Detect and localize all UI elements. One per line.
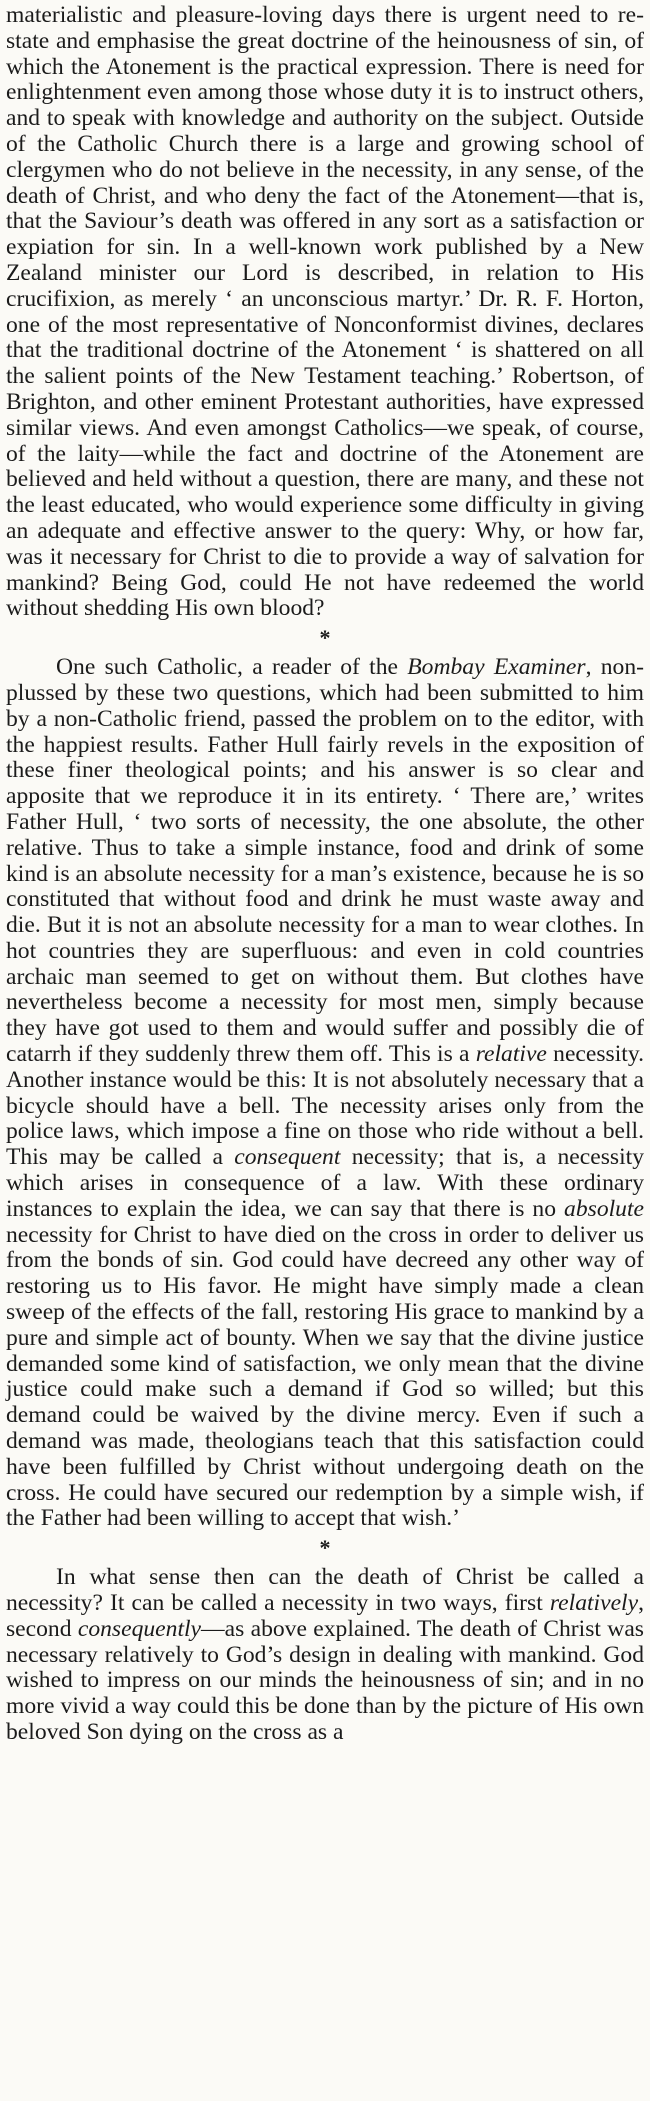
- text-run: One such Catholic, a reader of the: [56, 654, 408, 681]
- text-run: , non-plussed by these two questions, which had been submitted to him by a non-Catholic friend, passed the problem on to the editor, with the happiest results. Father Hull fairly revels in the exposition of these finer theological points; and his answer is so clear and apposite that we reproduce it in its entirety. ‘ There are,’ writes Father Hull, ‘ two sorts of necessity, the one absolute, the other relative. Thus to take a simple instance, food and drink of some kind is an absolute necessity for a man’s existence, because he is so constituted that without food and drink he must waste away and die. But it is not an absolute necessity for a man to wear clothes. In hot countries they are superfluous: and even in cold countries archaic man seemed to get on without them. But clothes have nevertheless become a necessity for most men, simply because they have got used to them and would suffer and possibly die of catarrh if they suddenly threw them off. This is a: [6, 654, 645, 1068]
- text-run: necessity; that is, a necessity which arises in consequence of a law. With these ordinary instances to explain the idea, we can say that there is no: [6, 1144, 644, 1222]
- italic-term-relative: relative: [475, 1041, 547, 1068]
- paragraph-atonement-intro: materialistic and pleasure-loving days there is urgent need to re-state and emphasise the great doctrine of the heinousness of sin, of which the Atonement is the practical expression. There is need for enlightenment even among those whose duty it is to instruct others, and to speak with knowledge and authority on the subject. Outside of the Catholic Church there is a large and growing school of clergymen who do not believe in the necessity, in any sense, of the death of Christ, and who deny the fact of the Atonement—that is, that the Saviour’s death was offered in any sort as a satisfaction or expiation for sin. In a well-known work published by a New Zealand minister our Lord is described, in relation to His crucifixion, as merely ‘ an unconscious martyr.’ Dr. R. F. Horton, one of the most representative of Nonconformist divines, declares that the traditional doctrine of the Atonement ‘ is shattered on all the salient points of the New Testament teaching.’ Robertson, of Brighton, and other eminent Protestant authorities, have expressed similar views. And even amongst Catholics—we speak, of course, of the laity—while the fact and doctrine of the Atonement are believed and held without a question, there are many, and these not the least educated, who would experience some difficulty in giving an adequate and effective answer to the query: Why, or how far, was it necessary for Christ to die to provide a way of salvation for mankind? Being God, could He not have redeemed the world without shedding His own blood?: [6, 2, 644, 622]
- italic-term-consequent: consequent: [234, 1144, 341, 1171]
- text-run: necessity. Another instance would be this: It is not absolutely necessary that a bicycle should have a bell. The necessity arises only from the police laws, which impose a fine on those who ride without a bell. This may be called a: [6, 1041, 644, 1171]
- text-run: —as above explained. The death of Christ was necessary relatively to God’s design in dealing with mankind. God wished to impress on our minds the heinousness of sin; and in no more vivid a way could this be done than by the picture of His own beloved Son dying on the cross as a: [6, 1615, 644, 1745]
- text-run: In what sense then can the death of Christ be called a necessity? It can be called a necessity in two ways, first: [6, 1564, 644, 1617]
- section-separator-2: *: [319, 1535, 331, 1561]
- italic-term-relatively: relatively: [549, 1590, 639, 1617]
- section-separator-1: *: [319, 625, 331, 651]
- paragraph-father-hull: [6, 655, 644, 1532]
- italic-term-consequently: consequently: [77, 1615, 202, 1642]
- text-run: necessity for Christ to have died on the cross in order to deliver us from the bonds of sin. God could have decreed any other way of restoring us to His favor. He might have simply made a clean sweep of the effects of the fall, restoring His grace to mankind by a pure and simple act of bounty. When we say that the divine justice demanded some kind of satisfaction, we only mean that the divine justice could make such a demand if God so willed; but this demand could be waived by the divine mercy. Even if such a demand was made, theologians teach that this satisfaction could have been fulfilled by Christ without undergoing death on the cross. He could have secured our redemption by a simple wish, if the Father had been willing to accept that wish.’: [6, 1221, 644, 1532]
- italic-term-absolute: absolute: [564, 1195, 644, 1222]
- italic-publication-title: Bombay Examiner: [407, 654, 586, 681]
- text-run: , second: [6, 1590, 644, 1642]
- paragraph-necessity-sense: [6, 1565, 644, 1746]
